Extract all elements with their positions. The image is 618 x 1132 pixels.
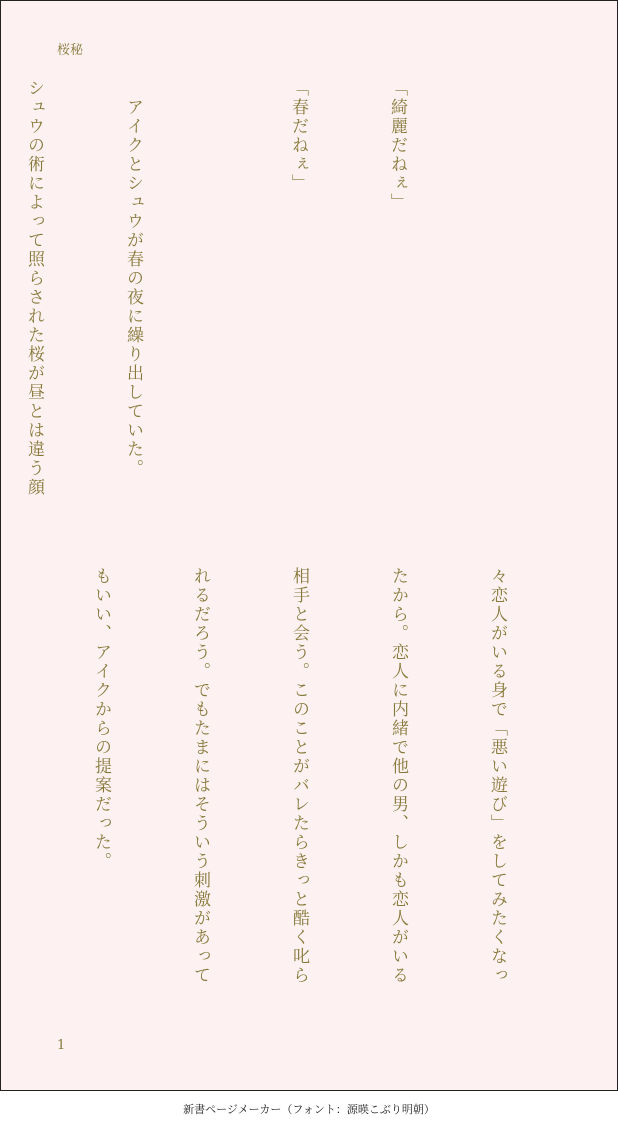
footer-caption: 新書ページメーカー（フォント：源暎こぶり明朝） <box>183 1103 435 1116</box>
text-line: アイクとシュウが春の夜に繰り出していた。 <box>123 79 143 478</box>
text-block-top <box>24 79 479 529</box>
text-line: もいい、アイクからの提案だった。 <box>91 567 111 871</box>
text-line: シュウの術によって照らされた桜が昼とは違う顔 <box>24 79 44 497</box>
text-line: 相手と会う。このことがバレたらきっと酷く叱ら <box>289 567 309 985</box>
text-line: 「綺麗だねぇ」 <box>387 79 407 212</box>
text-line: れるだろう。でもたまにはそういう刺激があって <box>190 567 210 985</box>
text-line: たから。恋人に内緒で他の男、しかも恋人がいる <box>388 567 408 985</box>
text-line: 「春だねぇ」 <box>288 79 308 193</box>
text-block-bottom <box>59 567 579 987</box>
text-line: 々恋人がいる身で「悪い遊び」をしてみたくなっ <box>487 567 507 985</box>
page-number: 1 <box>57 1038 66 1053</box>
running-header-title: 桜秘 <box>57 43 84 58</box>
